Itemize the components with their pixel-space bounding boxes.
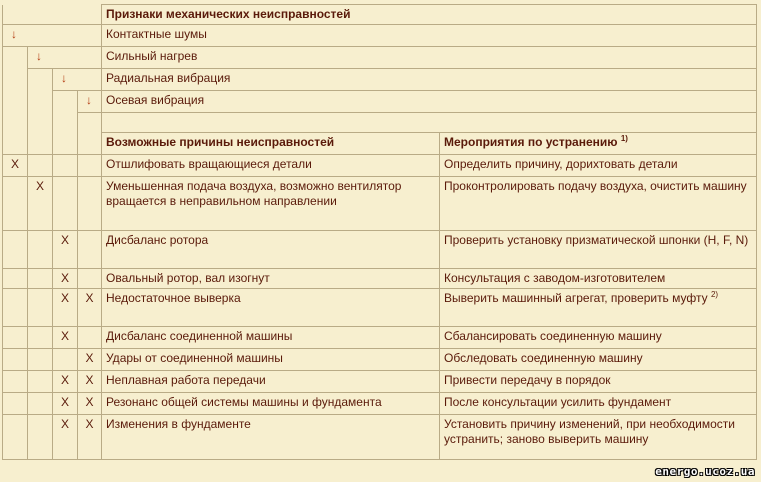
measure-text: Проконтролировать подачу воздуха, очистить машину <box>444 179 747 193</box>
sign-mark: X <box>53 371 78 393</box>
table-row <box>3 155 757 177</box>
fault-table <box>2 4 757 460</box>
sign-mark: X <box>53 289 78 327</box>
sign-mark: X <box>78 289 102 327</box>
sign-mark <box>3 371 28 393</box>
measure-text: Обследовать соединенную машину <box>444 351 643 365</box>
measure-cell <box>440 155 757 177</box>
sign-mark <box>28 289 53 327</box>
measure-cell <box>440 231 757 269</box>
cause-cell: Уменьшенная подача воздуха, возможно вентилятор вращается в неправильном направлении <box>102 177 440 231</box>
sign-mark: X <box>53 327 78 349</box>
measure-cell <box>440 349 757 371</box>
table-row <box>3 349 757 371</box>
sign-mark: X <box>53 415 78 460</box>
sign-mark <box>3 231 28 269</box>
sign-mark <box>78 269 102 289</box>
measure-text: Консультация с заводом-изготовителем <box>444 271 666 285</box>
measure-text: Выверить машинный агрегат, проверить муфту <box>444 291 708 305</box>
measure-cell <box>440 327 757 349</box>
cause-cell: Дисбаланс соединенной машины <box>102 327 440 349</box>
sign-mark <box>3 289 28 327</box>
spacer-cell <box>28 113 53 133</box>
measure-cell <box>440 289 757 327</box>
spacer-cell <box>53 113 78 133</box>
spacer-cell <box>3 47 28 69</box>
sign-mark: X <box>78 371 102 393</box>
sign-mark: X <box>53 269 78 289</box>
measure-cell <box>440 371 757 393</box>
table-row <box>3 269 757 289</box>
sign-mark <box>28 371 53 393</box>
sign-mark: X <box>78 349 102 371</box>
cause-cell: Неплавная работа передачи <box>102 371 440 393</box>
sign-radial-vibration: Радиальная вибрация <box>102 69 757 91</box>
table-row <box>3 289 757 327</box>
table-row <box>3 371 757 393</box>
sign-mark <box>3 327 28 349</box>
sign-mark <box>28 349 53 371</box>
sign-strong-heating: Сильный нагрев <box>102 47 757 69</box>
sign-mark <box>28 393 53 415</box>
spacer-cell <box>3 113 28 133</box>
sign-mark <box>53 349 78 371</box>
spacer-cell <box>28 91 53 113</box>
arrow-down-icon: ↓ <box>53 69 102 91</box>
arrow-down-icon: ↓ <box>3 25 102 47</box>
sign-mark <box>53 155 78 177</box>
measure-cell <box>440 269 757 289</box>
table-row <box>3 393 757 415</box>
measure-text: Установить причину изменений, при необходимости устранить; заново выверить машину <box>444 417 735 446</box>
cause-cell: Отшлифовать вращающиеся детали <box>102 155 440 177</box>
sign-mark <box>28 155 53 177</box>
signs-title: Признаки механических неисправностей <box>102 5 757 25</box>
table-row <box>3 177 757 231</box>
sign-contact-noise: Контактные шумы <box>102 25 757 47</box>
table-row <box>3 327 757 349</box>
cause-cell: Дисбаланс ротора <box>102 231 440 269</box>
sign-axial-vibration: Осевая вибрация <box>102 91 757 113</box>
sign-mark <box>3 415 28 460</box>
sign-mark <box>3 349 28 371</box>
blank-row <box>102 113 757 133</box>
cause-cell: Изменения в фундаменте <box>102 415 440 460</box>
causes-header: Возможные причины неисправностей <box>102 133 440 155</box>
fault-rows <box>3 155 757 460</box>
spacer-cell <box>3 69 28 91</box>
measure-text: Привести передачу в порядок <box>444 373 611 387</box>
cause-cell: Овальный ротор, вал изогнут <box>102 269 440 289</box>
sign-mark: X <box>78 415 102 460</box>
measure-text: Сбалансировать соединенную машину <box>444 329 662 343</box>
sign-mark <box>3 393 28 415</box>
sign-mark <box>53 177 78 231</box>
spacer-cell <box>53 133 78 155</box>
sign-mark <box>78 231 102 269</box>
measures-header <box>440 133 757 155</box>
sign-mark: X <box>53 393 78 415</box>
measure-cell <box>440 415 757 460</box>
arrow-down-icon: ↓ <box>78 91 102 113</box>
sign-mark <box>28 415 53 460</box>
measures-footnote-ref: 1) <box>620 134 628 143</box>
sign-mark <box>3 269 28 289</box>
table-row <box>3 415 757 460</box>
sign-mark <box>3 177 28 231</box>
arrow-down-icon: ↓ <box>28 47 102 69</box>
sign-mark <box>28 327 53 349</box>
spacer-cell <box>28 133 53 155</box>
sign-mark: X <box>53 231 78 269</box>
spacer-cell <box>78 113 102 133</box>
spacer-cell <box>53 91 78 113</box>
spacer-cell <box>28 69 53 91</box>
sign-mark: X <box>3 155 28 177</box>
sign-mark <box>28 269 53 289</box>
measure-text: Проверить установку призматической шпонки (H, F, N) <box>444 233 749 247</box>
spacer-cell <box>78 133 102 155</box>
sign-mark <box>78 155 102 177</box>
measure-footnote-ref: 2) <box>710 290 719 299</box>
table-row <box>3 231 757 269</box>
sign-mark <box>28 231 53 269</box>
spacer-cell <box>3 91 28 113</box>
sign-mark <box>78 177 102 231</box>
watermark: energo.ucoz.ua <box>655 465 755 478</box>
measure-text: Определить причину, дорихтовать детали <box>444 157 678 171</box>
measure-text: После консультации усилить фундамент <box>444 395 672 409</box>
cause-cell: Недостаточное выверка <box>102 289 440 327</box>
cause-cell: Удары от соединенной машины <box>102 349 440 371</box>
measure-cell <box>440 393 757 415</box>
sign-mark: X <box>78 393 102 415</box>
spacer-cell <box>3 133 28 155</box>
cause-cell: Резонанс общей системы машины и фундамента <box>102 393 440 415</box>
sign-mark: X <box>28 177 53 231</box>
measure-cell <box>440 177 757 231</box>
measures-header-label: Мероприятия по устранению <box>444 135 618 149</box>
header-corner <box>3 5 102 25</box>
sign-mark <box>78 327 102 349</box>
